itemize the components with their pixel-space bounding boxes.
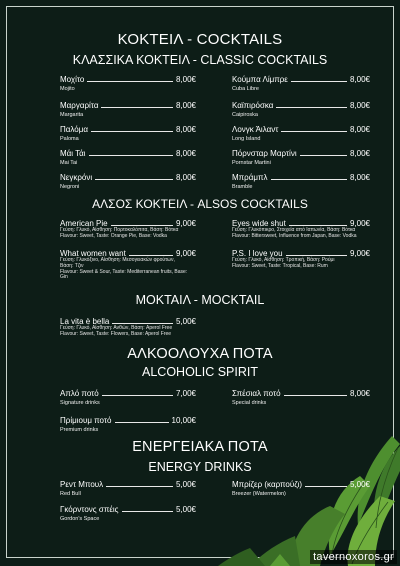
list-item: Νεγκρόνι 8,00€ Negroni [60, 173, 196, 190]
heading-spirit-en: ALCOHOLIC SPIRIT [142, 365, 258, 379]
heading-spirit-gr: ΑΛΚΟΟΛΟΥΧΑ ΠΟΤΑ [127, 346, 273, 362]
list-item: Ρεντ Μπουλ 5,00€ Red Bull [60, 480, 196, 497]
heading-classic-cocktails: ΚΛΑΣΣΙΚΑ ΚΟΚΤΕΙΛ - CLASSIC COCKTAILS [72, 53, 328, 67]
heading-energy-gr: ΕΝΕΡΓΕΙΑΚΑ ΠΟΤΑ [132, 439, 268, 455]
list-item: Πόρνσταρ Μαρτίνι 8,00€ Pornstar Martini [232, 149, 370, 166]
list-item: Παλόμα 8,00€ Paloma [60, 125, 196, 142]
list-item: Μαργαρίτα 8,00€ Margarita [60, 101, 196, 118]
watermark-site: tavernoxoros.gr [310, 550, 397, 564]
list-item: Πρίμιουμ ποτό 10,00€ Premium drinks [60, 416, 196, 433]
list-item: La vita è bella 5,00€ Γεύση: Γλυκό, Αίσθηση: Ανθών, Βάση: Aperol Free Flavour: Sweet, Taste: Flowers, Base: Aperol Free [60, 317, 196, 337]
list-item: Λονγκ Άιλαντ 8,00€ Long Island [232, 125, 370, 142]
list-item: P.S. I love you 9,00€ Γεύση: Γλυκό, Αίσθηση: Τροπική, Βάση: Ρούμι Flavour: Sweet, Taste: Tropical, Base: Rum [232, 249, 370, 269]
list-item: American Pie 9,00€ Γεύση: Γλυκό, Αίσθηση: Πορτοκαλόπιτα, Βάση: Βότκα Flavour: Sweet, Taste: Orange Pie, Base: Vodka [60, 219, 196, 239]
list-item: Μπράμπλ 8,00€ Bramble [232, 173, 370, 190]
list-item: Μάι Τάι 8,00€ Mai Tai [60, 149, 196, 166]
heading-alsos-cocktails: ΑΛΣΟΣ ΚΟΚΤΕΙΛ - ALSOS COCKTAILS [92, 197, 308, 211]
list-item: Eyes wide shut 9,00€ Γεύση: Γλυκόπικρο, Στοιχεία από Ιαπωνία, Βάση: Βότκα Flavour: Bittersweet, Influence from Japan, Base: Vodka [232, 219, 370, 239]
list-item: Απλό ποτό 7,00€ Signature drinks [60, 389, 196, 406]
heading-mocktail: ΜΟΚΤΑΙΛ - MOCKTAIL [135, 293, 265, 307]
list-item: Μοχίτο 8,00€ Mojito [60, 75, 196, 92]
list-item: Κούμπα Λίμπρε 8,00€ Cuba Libre [232, 75, 370, 92]
list-item: What women want 9,00€ Γεύση: Γλυκόξινο, Αίσθηση: Μεσογειακών φρούτων, Βάση: Τζιν Flavour: Sweet & Sour, Taste: Mediterranean fruits, Base: Gin [60, 249, 196, 281]
palm-leaves-icon [130, 436, 400, 566]
list-item: Γκόρντονς σπέις 5,00€ Gordon's Space [60, 505, 196, 522]
heading-energy-en: ENERGY DRINKS [148, 460, 252, 474]
list-item: Σπέσιαλ ποτό 8,00€ Special drinks [232, 389, 370, 406]
list-item: Μπρίζερ (καρπούζι) 5,00€ Breezer (Watermelon) [232, 480, 370, 497]
list-item: Καϊπιρόσκα 8,00€ Caipiroska [232, 101, 370, 118]
title-cocktails: ΚΟΚΤΕΙΛ - COCKTAILS [117, 31, 283, 48]
